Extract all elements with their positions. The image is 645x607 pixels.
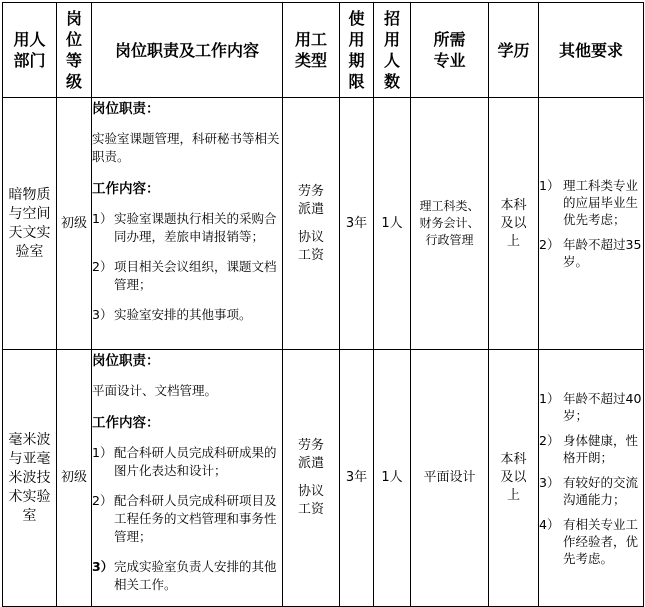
table-row [3,98,644,350]
list-item: 3） 完成实验室负责人安排的其他相关工作。 [92,559,277,592]
edu-cell: 本科 及以 上 [489,98,539,350]
edu-cell: 本科 及以 上 [489,350,539,607]
count-cell: 1人 [374,98,411,350]
list-item: 4） 有相关专业工作经验者，优先考虑。 [539,516,639,566]
header-level: 岗 位 等 级 [57,3,92,98]
table-row [3,350,644,607]
list-item: 2） 项目相关会议组织，课题文档管理； [92,259,277,292]
work-title: 工作内容： [92,415,160,431]
type-cell: 劳务 派遣 协议 工资 [283,350,340,607]
duty-cell [92,350,283,607]
work-title: 工作内容： [92,181,160,197]
level-cell: 初级 [57,350,92,607]
duty-text: 实验室课题管理，科研秘书等相关职责。 [92,131,280,164]
duty-title: 岗位职责： [92,353,160,369]
list-item: 1） 理工科类专业的应届毕业生优先考虑； [539,178,639,227]
list-item: 1） 年龄不超过40岁； [539,390,642,423]
duty-text: 平面设计、文档管理。 [92,383,218,398]
header-other: 其他要求 [539,3,644,98]
list-item: 1） 实验室课题执行相关的采购合同办理，差旅申请报销等； [92,211,277,244]
header-row [3,3,644,98]
header-edu: 学历 [489,3,539,98]
level-cell: 初级 [57,98,92,350]
header-count: 招 用 人 数 [374,3,411,98]
duty-cell [92,98,283,350]
requirements-cell [539,350,644,607]
list-item: 3） 实验室安排的其他事项。 [92,307,252,322]
header-dept: 用人 部门 [3,3,57,98]
dept-cell: 暗物质 与空间 天文实 验室 [3,98,57,350]
list-item: 2） 身体健康，性格开朗； [539,432,639,465]
recruitment-table [2,2,644,607]
header-major: 所需 专业 [411,3,489,98]
period-cell: 3年 [340,350,374,607]
major-cell: 理工科类、 财务会计、 行政管理 [411,98,489,350]
list-item: 2） 配合科研人员完成科研项目及工程任务的文档管理和事务性管理； [92,493,277,544]
period-cell: 3年 [340,98,374,350]
list-item: 3） 有较好的交流沟通能力； [539,474,639,507]
header-duty: 岗位职责及工作内容 [92,3,283,98]
requirements-cell [539,98,644,350]
major-cell: 平面设计 [411,350,489,607]
header-type: 用工 类型 [283,3,340,98]
list-item: 2） 年龄不超过35岁。 [539,237,642,269]
header-period: 使 用 期 限 [340,3,374,98]
type-cell: 劳务 派遣 协议 工资 [283,98,340,350]
count-cell: 1人 [374,350,411,607]
list-item: 1） 配合科研人员完成科研成果的图片化表达和设计； [92,445,277,478]
dept-cell: 毫米波 与亚毫 米波技 术实验 室 [3,350,57,607]
duty-title: 岗位职责： [92,101,160,117]
